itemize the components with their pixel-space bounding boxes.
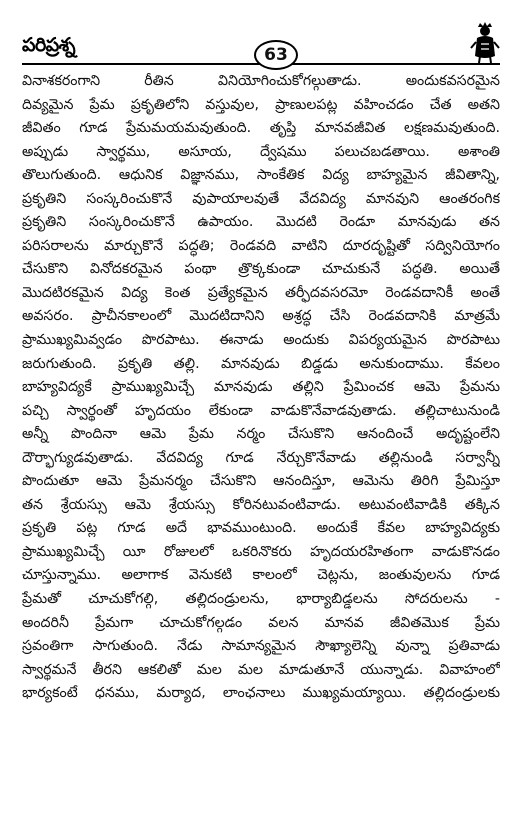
text-line: జీవితం గూడ ప్రేమమయమవుతుంది. తృప్తి మానవజీవిత లక్షణమవుతుంది. (22, 120, 500, 137)
text-line: అవసరం. ప్రాచీనకాలంలో మొదటిదానిని అశ్రద్ధ చేసి రెండవదానికి మాత్రమే (22, 308, 500, 325)
page-number-badge (254, 40, 298, 70)
text-line: దౌర్భాగ్యుడవుతాడు. వేదవిద్య గూడ నేర్చుకొనేవాడు తల్లినుండి సర్వాన్నీ (22, 449, 500, 466)
text-line: అప్పుడు స్వార్థము, అసూయ, ద్వేషము పలుచబడతాయి. అశాంతి (22, 143, 500, 160)
figure-icon (470, 22, 500, 64)
text-line: చేసుకొని వినోదకరమైన పంథా త్రొక్కకుండా చూచుకునే పద్ధతి. అయితే (22, 261, 500, 278)
text-line: ప్రాముఖ్యమివ్వడం పొరపాటు. ఈనాడు అందుకు విపర్యయమైన పొరపాటు (22, 332, 500, 349)
text-line: తొలుగుతుంది. ఆధునిక విజ్ఞానము, సాంకేతిక విద్య బాహ్యమైన జీవితాన్ని, (22, 167, 500, 184)
text-line: భార్యకంటే ధనము, మర్యాద, లాంఛనాలు ముఖ్యమయ్యాయి. తల్లిదండ్రులకు (22, 685, 500, 702)
text-line: ప్రకృతిని సంస్కరించుకొనే వుపాయాలవుతే వేదవిద్య మానవుని ఆంతరంగిక (22, 190, 500, 207)
running-title: పరిప్రశ్న (22, 34, 76, 56)
text-line: జరుగుతుంది. ప్రకృతి తల్లి. మానవుడు బిడ్డడు అనుకుందాము. కేవలం (22, 355, 500, 372)
page-number: 63 (264, 44, 288, 65)
text-line: వినాశకరంగాని రీతిన వినియోగించుకోగల్గుతాడు. అందుకవసరమైన (22, 73, 500, 89)
text-line: ప్రాముఖ్యమిచ్చే యీ రోజులలో ఒకరినొకరు హృదయరహితంగా వాడుకొనడం (22, 543, 500, 560)
text-line: ప్రకృతి పట్ల గూడ అదే భావముంటుంది. అందుకే కేవల బాహ్యవిద్యకు (22, 520, 500, 537)
text-line: అందరినీ ప్రేమగా చూచుకోగల్గడం వలన మానవ జీవితమొక ప్రేమ (22, 614, 500, 631)
text-line: స్వార్థమనే తీరని ఆకలితో మల మల మాడుతూనే యున్నాడు. వివాహంలో (22, 661, 500, 678)
text-line: ప్రేమతో చూచుకోగల్గి, తల్లిదండ్రులను, భార్యాబిడ్డలను సోదరులను - (22, 591, 500, 608)
text-line: పరిసరాలను మార్చుకొనే పద్ధతి; రెండవది వాటిని దూరదృష్టితో సద్వినియోగం (22, 237, 500, 254)
body-text (22, 70, 500, 706)
text-line: స్రవంతిగా సాగుతుంది. నేడు సామాన్యమైన సౌఖ్యాలెన్ని వున్నా ప్రతివాడు (22, 638, 500, 655)
text-line: చూస్తున్నాము. అలాగాక వెనుకటి కాలంలో చెట్లను, జంతువులను గూడ (22, 567, 500, 584)
text-line: బాహ్యవిద్యకే ప్రాముఖ్యమిచ్చే మానవుడు తల్లిని ప్రేమించక ఆమె ప్రేమను (22, 379, 500, 396)
text-line: పచ్చి స్వార్థంతో హృదయం లేకుండా వాడుకొనేవాడవుతాడు. తల్లిచాటునుండి (22, 402, 500, 419)
text-line: మొదటిరకమైన విద్య కెంత ప్రత్యేకమైన తర్ఫీదవసరమో రెండవదానికీ అంతే (22, 284, 500, 301)
text-line: ప్రకృతిని సంస్కరించుకొనే ఉపాయం. మొదటి రెండూ మానవుడు తన (22, 214, 500, 231)
text-line: అన్నీ పొందినా ఆమె ప్రేమ నర్మం చేసుకొని ఆనందించే అదృష్టంలేని (22, 426, 500, 443)
text-line: దివ్యమైన ప్రేమ ప్రకృతిలోని వస్తువుల, ప్రాణులపట్ల వహించడం చేత అతని (22, 96, 500, 113)
page-header (22, 22, 500, 70)
text-line: పొందుతూ ఆమె ప్రేమనర్మం చేసుకొని ఆనందిస్తూ, ఆమెను తిరిగి ప్రేమిస్తూ (22, 473, 500, 490)
text-line: తన శ్రేయస్సు ఆమె శ్రేయస్సు కోరినటువంటివాడు. అటువంటివాడికి తక్కిన (22, 496, 500, 513)
